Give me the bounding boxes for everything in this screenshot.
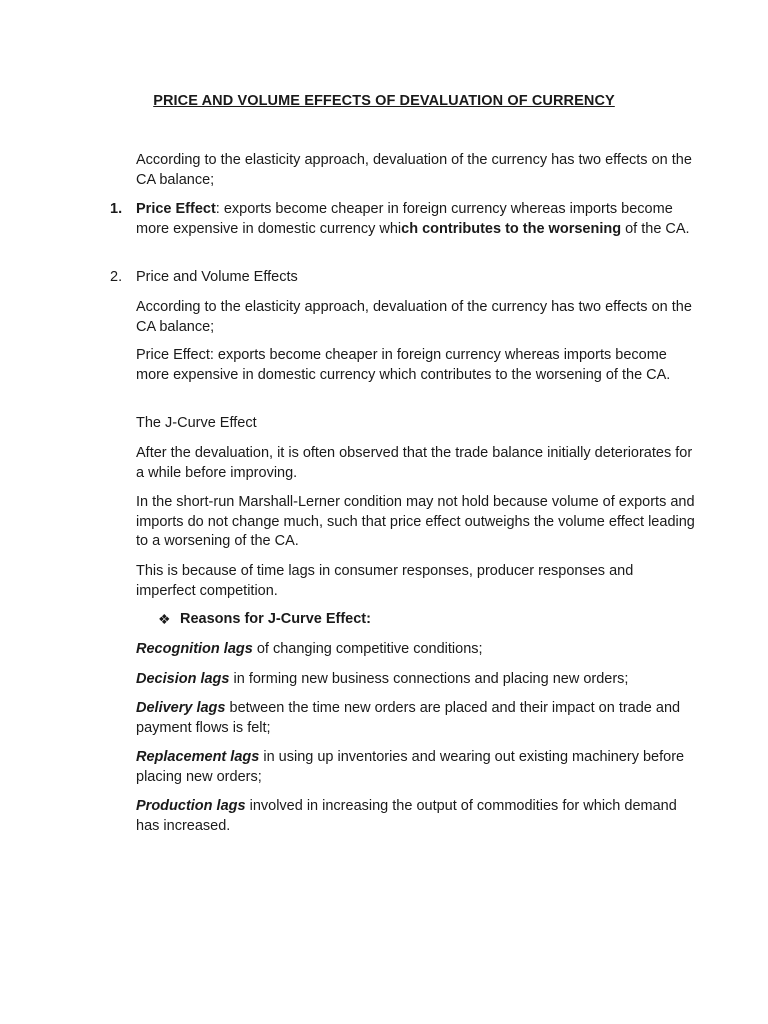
lag-term: Decision lags <box>136 671 230 687</box>
lag-item-production <box>136 797 696 836</box>
lag-item-delivery <box>136 699 696 738</box>
intro-paragraph: According to the elasticity approach, devaluation of the currency has two effects on the CA balance; <box>136 152 692 188</box>
lag-text: in forming new business connections and placing new orders; <box>229 671 629 687</box>
lag-text: involved in increasing the output of commodities for which demand has increased. <box>136 798 677 834</box>
lag-text: of changing competitive conditions; <box>252 641 483 657</box>
price-effect-text-a: : exports become cheaper in foreign currency whereas imports become more expensive in domestic currency whi <box>136 201 673 237</box>
list-number-2: 2. <box>110 269 123 285</box>
document-title: PRICE AND VOLUME EFFECTS OF DEVALUATION OF CURRENCY <box>153 93 615 109</box>
after-devaluation-paragraph: After the devaluation, it is often observed that the trade balance initially deteriorates for a while before improving. <box>136 445 693 481</box>
list-number-1: 1. <box>110 201 123 217</box>
lag-text: in using up inventories and wearing out existing machinery before placing new orders; <box>136 749 685 785</box>
jcurve-heading: The J-Curve Effect <box>136 415 257 431</box>
lag-text: between the time new orders are placed and their impact on trade and payment flows is felt; <box>136 700 681 736</box>
time-lags-paragraph: This is because of time lags in consumer responses, producer responses and imperfect competition. <box>136 563 634 599</box>
price-volume-heading: Price and Volume Effects <box>136 269 298 285</box>
lag-item-recognition <box>136 640 696 660</box>
lag-term: Delivery lags <box>136 700 226 716</box>
lag-item-replacement <box>136 748 696 787</box>
short-run-paragraph: In the short-run Marshall-Lerner condition may not hold because volume of exports and imports do not change much, such that price effect outweighs the volume effect leading to a worsening of the CA. <box>136 494 695 549</box>
diamond-bullet-icon: ❖ <box>158 611 171 627</box>
price-effect-paragraph <box>136 200 696 239</box>
price-effect-text-bold: ch contributes to the worsening <box>401 220 622 237</box>
reasons-heading: Reasons for J-Curve Effect: <box>180 611 371 627</box>
price-effect-text-b: of the CA. <box>621 220 690 237</box>
intro-paragraph-2: According to the elasticity approach, devaluation of the currency has two effects on the CA balance; <box>136 299 692 335</box>
price-effect-paragraph-2: Price Effect: exports become cheaper in foreign currency whereas imports become more expensive in domestic currency which contributes to the worsening of the CA. <box>136 347 671 383</box>
lag-term: Recognition lags <box>136 641 253 657</box>
lag-term: Replacement lags <box>136 749 260 765</box>
lag-item-decision <box>136 670 696 690</box>
lag-term: Production lags <box>136 798 246 814</box>
price-effect-term: Price Effect <box>136 201 216 217</box>
